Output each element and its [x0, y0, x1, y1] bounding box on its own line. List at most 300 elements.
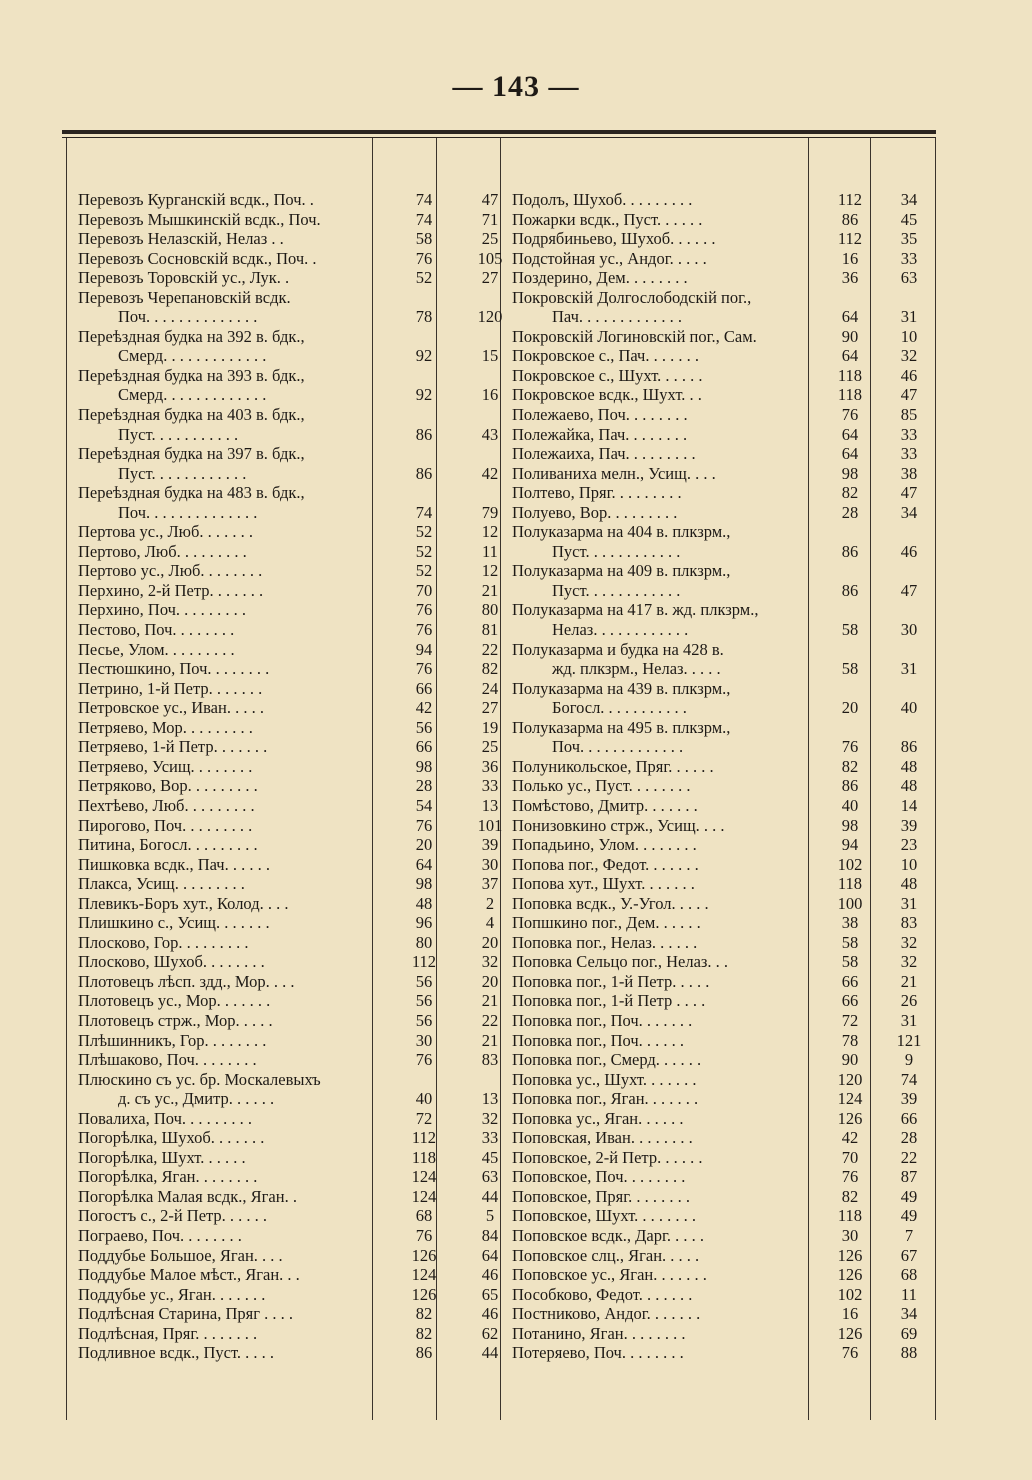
- entry-name: Пуст. . . . . . . . . . .: [118, 424, 239, 444]
- index-entry: [78, 1011, 510, 1031]
- index-entry: [512, 757, 942, 777]
- index-entry: [78, 268, 510, 288]
- entry-name: Переѣздная будка на 483 в. бдк.,: [78, 483, 305, 503]
- index-entry: [512, 1050, 942, 1070]
- entry-name: Поповское, Поч. . . . . . . .: [512, 1167, 686, 1187]
- index-entry: [78, 210, 510, 230]
- entry-number-b: 25: [481, 229, 499, 249]
- entry-number-b: 68: [900, 1265, 918, 1285]
- entry-name: Поддубье Большое, Яган. . . .: [78, 1245, 283, 1265]
- entry-number-a: 58: [841, 620, 859, 640]
- entry-number-b: 14: [900, 795, 918, 815]
- entry-number-a: 64: [841, 444, 859, 464]
- entry-number-b: 31: [900, 893, 918, 913]
- entry-number-a: 126: [411, 1284, 437, 1304]
- index-entry: [512, 1128, 942, 1148]
- entry-number-a: 92: [415, 346, 433, 366]
- entry-number-b: 33: [900, 444, 918, 464]
- index-entry: [512, 1285, 942, 1305]
- entry-number-b: 31: [900, 659, 918, 679]
- entry-number-a: 90: [841, 1050, 859, 1070]
- entry-name: Переѣздная будка на 403 в. бдк.,: [78, 405, 305, 425]
- entry-name: Подливное всдк., Пуст. . . . .: [78, 1343, 275, 1363]
- entry-number-b: 71: [481, 209, 499, 229]
- entry-number-a: 86: [841, 776, 859, 796]
- entry-number-a: 126: [837, 1245, 863, 1265]
- index-entry: [78, 1206, 510, 1226]
- entry-number-b: 45: [481, 1147, 499, 1167]
- entry-name: Перевозъ Сосновскій всдк., Поч. .: [78, 248, 317, 268]
- entry-name: Поч. . . . . . . . . . . . . .: [118, 307, 258, 327]
- entry-number-a: 98: [841, 463, 859, 483]
- entry-name: Пестюшкино, Поч. . . . . . . .: [78, 659, 270, 679]
- entry-number-a: 36: [841, 268, 859, 288]
- index-entry: [512, 464, 942, 484]
- entry-number-b: 10: [900, 854, 918, 874]
- index-entry: [78, 952, 510, 972]
- entry-number-b: 69: [900, 1323, 918, 1343]
- entry-name: Погорѣлка, Яган. . . . . . . .: [78, 1167, 258, 1187]
- index-entry: [512, 229, 942, 249]
- entry-name: Плакса, Усищ. . . . . . . . .: [78, 874, 245, 894]
- entry-number-a: 126: [837, 1323, 863, 1343]
- entry-name: Пособково, Федот. . . . . . .: [512, 1284, 693, 1304]
- entry-number-b: 80: [481, 600, 499, 620]
- entry-number-b: 46: [481, 1304, 499, 1324]
- index-entry: [512, 737, 942, 757]
- entry-number-a: 82: [415, 1304, 433, 1324]
- entry-number-b: 44: [481, 1186, 499, 1206]
- entry-number-b: 48: [900, 874, 918, 894]
- entry-name: Поповка пог., Поч. . . . . .: [512, 1030, 685, 1050]
- index-entry: [512, 542, 942, 562]
- entry-number-b: 35: [900, 229, 918, 249]
- index-entry: [78, 249, 510, 269]
- entry-name: Поповская, Иван. . . . . . . .: [512, 1128, 693, 1148]
- entry-number-a: 64: [841, 346, 859, 366]
- entry-number-a: 126: [837, 1265, 863, 1285]
- entry-number-a: 74: [415, 209, 433, 229]
- entry-name: Полежаиха, Пач. . . . . . . . .: [512, 444, 696, 464]
- entry-number-a: 94: [841, 835, 859, 855]
- entry-name: Попадьино, Улом. . . . . . . .: [512, 835, 697, 855]
- entry-name: Поздерино, Дем. . . . . . . .: [512, 268, 688, 288]
- index-entry: [78, 933, 510, 953]
- index-entry: [78, 1128, 510, 1148]
- index-entry: [78, 1265, 510, 1285]
- entry-number-a: 54: [415, 795, 433, 815]
- entry-name: Перевозъ Черепановскій всдк.: [78, 287, 291, 307]
- index-entry: [512, 307, 942, 327]
- index-entry: [78, 503, 510, 523]
- entry-number-a: 112: [411, 952, 437, 972]
- entry-number-a: 76: [415, 1050, 433, 1070]
- entry-number-a: 66: [841, 971, 859, 991]
- index-entry: [78, 1285, 510, 1305]
- index-entry: [512, 366, 942, 386]
- entry-name: Покровскій Логиновскій пог., Сам.: [512, 326, 757, 346]
- entry-name: Перевозъ Торовскій ус., Лук. .: [78, 268, 290, 288]
- index-entry: [512, 1304, 942, 1324]
- entry-number-b: 37: [481, 874, 499, 894]
- entry-name: Погорѣлка Малая всдк., Яган. .: [78, 1186, 297, 1206]
- entry-number-b: 39: [481, 835, 499, 855]
- index-entry: [512, 659, 942, 679]
- entry-name: д. съ ус., Дмитр. . . . . .: [118, 1089, 275, 1109]
- entry-number-a: 64: [841, 307, 859, 327]
- entry-number-a: 86: [415, 1343, 433, 1363]
- entry-name: Полежайка, Пач. . . . . . . .: [512, 424, 688, 444]
- index-entry: [78, 327, 510, 347]
- entry-name: Плосково, Шухоб. . . . . . . .: [78, 952, 265, 972]
- entry-name: Пограево, Поч. . . . . . . .: [78, 1225, 242, 1245]
- entry-number-a: 98: [415, 874, 433, 894]
- index-entry: [512, 249, 942, 269]
- entry-number-b: 12: [481, 561, 499, 581]
- entry-name: Поповское слц., Яган. . . . .: [512, 1245, 700, 1265]
- index-entry: [78, 991, 510, 1011]
- entry-number-a: 76: [415, 620, 433, 640]
- entry-number-b: 33: [900, 424, 918, 444]
- index-entry: [78, 405, 510, 425]
- entry-number-a: 52: [415, 268, 433, 288]
- entry-number-b: 47: [481, 190, 499, 209]
- index-entry: [78, 894, 510, 914]
- entry-number-b: 30: [481, 854, 499, 874]
- index-entry: [512, 581, 942, 601]
- index-entry: [512, 874, 942, 894]
- entry-number-a: 82: [841, 483, 859, 503]
- entry-number-b: 13: [481, 1089, 499, 1109]
- entry-number-a: 20: [415, 835, 433, 855]
- entry-number-a: 28: [841, 502, 859, 522]
- entry-number-b: 39: [900, 1089, 918, 1109]
- entry-name: Песье, Улом. . . . . . . . .: [78, 639, 235, 659]
- index-entry: [512, 346, 942, 366]
- index-entry: [78, 698, 510, 718]
- index-entry: [512, 972, 942, 992]
- entry-number-a: 20: [841, 698, 859, 718]
- entry-name: Поповка пог., Смерд. . . . . .: [512, 1050, 702, 1070]
- entry-number-b: 31: [900, 1010, 918, 1030]
- index-entry: [78, 1148, 510, 1168]
- entry-number-b: 46: [481, 1265, 499, 1285]
- entry-name: Попова пог., Федот. . . . . . .: [512, 854, 699, 874]
- entry-number-a: 28: [415, 776, 433, 796]
- index-entry: [78, 522, 510, 542]
- entry-number-b: 33: [481, 776, 499, 796]
- entry-name: Поддубье Малое мѣст., Яган. . .: [78, 1265, 300, 1285]
- entry-name: Попшкино пог., Дем. . . . . .: [512, 913, 701, 933]
- entry-name: Погорѣлка, Шухт. . . . . .: [78, 1147, 246, 1167]
- entry-number-a: 124: [837, 1089, 863, 1109]
- entry-name: Плотовецъ ус., Мор. . . . . . .: [78, 991, 271, 1011]
- entry-name: Поповка всдк., У.-Угол. . . . .: [512, 893, 709, 913]
- index-entry: [512, 1324, 942, 1344]
- entry-number-b: 47: [900, 385, 918, 405]
- entry-number-b: 11: [901, 1284, 917, 1304]
- index-entry: [78, 1304, 510, 1324]
- index-entry: [512, 816, 942, 836]
- entry-name: Перевозъ Курганскій всдк., Поч. .: [78, 190, 314, 209]
- entry-number-b: 40: [900, 698, 918, 718]
- index-entry: [78, 620, 510, 640]
- entry-name: Нелаз. . . . . . . . . . . .: [552, 620, 689, 640]
- entry-number-b: 48: [900, 776, 918, 796]
- entry-number-b: 4: [485, 913, 495, 933]
- entry-number-b: 101: [477, 815, 503, 835]
- entry-number-b: 21: [481, 580, 499, 600]
- index-entry: [78, 1187, 510, 1207]
- entry-number-b: 66: [900, 1108, 918, 1128]
- entry-number-a: 58: [841, 659, 859, 679]
- entry-number-a: 118: [837, 385, 863, 405]
- entry-number-b: 79: [481, 502, 499, 522]
- index-entry: [512, 483, 942, 503]
- entry-number-a: 16: [841, 1304, 859, 1324]
- entry-name: Поддубье ус., Яган. . . . . . .: [78, 1284, 266, 1304]
- index-entry: [512, 1011, 942, 1031]
- entry-number-b: 25: [481, 737, 499, 757]
- entry-number-b: 48: [900, 756, 918, 776]
- entry-name: Поповское, Пряг. . . . . . . .: [512, 1186, 691, 1206]
- entry-number-b: 12: [481, 522, 499, 542]
- entry-name: Пожарки всдк., Пуст. . . . . .: [512, 209, 703, 229]
- index-entry: [512, 620, 942, 640]
- entry-number-b: 32: [900, 932, 918, 952]
- index-entry: [78, 972, 510, 992]
- left-index-column: [78, 190, 510, 1363]
- index-entry: [78, 366, 510, 386]
- index-entry: [512, 835, 942, 855]
- entry-name: Постниково, Андог. . . . . . .: [512, 1304, 701, 1324]
- entry-number-a: 52: [415, 522, 433, 542]
- entry-name: Плевикъ-Боръ хут., Колод. . . .: [78, 893, 289, 913]
- entry-name: Потеряево, Поч. . . . . . . .: [512, 1343, 684, 1363]
- index-entry: [512, 796, 942, 816]
- entry-name: Пач. . . . . . . . . . . . .: [552, 307, 683, 327]
- entry-number-a: 124: [411, 1186, 437, 1206]
- entry-number-a: 58: [841, 952, 859, 972]
- entry-number-a: 76: [415, 1225, 433, 1245]
- index-entry: [512, 561, 942, 581]
- entry-number-a: 56: [415, 971, 433, 991]
- entry-number-a: 74: [415, 502, 433, 522]
- entry-number-b: 88: [900, 1343, 918, 1363]
- entry-number-b: 33: [481, 1128, 499, 1148]
- entry-name: Петряково, Вор. . . . . . . . .: [78, 776, 258, 796]
- entry-number-b: 22: [900, 1147, 918, 1167]
- entry-number-a: 76: [415, 815, 433, 835]
- entry-number-b: 43: [481, 424, 499, 444]
- entry-name: Пертова ус., Люб. . . . . . .: [78, 522, 254, 542]
- index-entry: [78, 1031, 510, 1051]
- index-entry: [78, 190, 510, 210]
- index-entry: [78, 1109, 510, 1129]
- entry-number-b: 20: [481, 971, 499, 991]
- entry-number-a: 40: [841, 795, 859, 815]
- entry-name: Полуказарма на 495 в. плкзрм.,: [512, 717, 731, 737]
- entry-number-b: 30: [900, 620, 918, 640]
- entry-number-b: 105: [477, 248, 503, 268]
- entry-number-b: 82: [481, 659, 499, 679]
- index-entry: [512, 444, 942, 464]
- entry-number-b: 74: [900, 1069, 918, 1089]
- entry-number-b: 44: [481, 1343, 499, 1363]
- entry-number-a: 30: [841, 1225, 859, 1245]
- entry-name: Полуказарма на 417 в. жд. плкзрм.,: [512, 600, 759, 620]
- entry-number-a: 76: [415, 600, 433, 620]
- entry-number-b: 26: [900, 991, 918, 1011]
- entry-number-b: 19: [481, 717, 499, 737]
- index-entry: [512, 1070, 942, 1090]
- entry-number-a: 82: [841, 1186, 859, 1206]
- entry-number-a: 76: [841, 405, 859, 425]
- entry-number-a: 76: [841, 1343, 859, 1363]
- index-entry: [512, 425, 942, 445]
- index-entry: [78, 679, 510, 699]
- index-entry: [512, 933, 942, 953]
- index-entry: [512, 1265, 942, 1285]
- entry-number-a: 112: [837, 190, 863, 209]
- entry-number-b: 67: [900, 1245, 918, 1265]
- index-entry: [512, 190, 942, 210]
- index-entry: [78, 1343, 510, 1363]
- entry-number-a: 64: [841, 424, 859, 444]
- entry-number-a: 124: [411, 1265, 437, 1285]
- entry-name: Плосково, Гор. . . . . . . . .: [78, 932, 249, 952]
- entry-number-b: 21: [900, 971, 918, 991]
- entry-number-a: 74: [415, 190, 433, 209]
- entry-name: Полуникольское, Пряг. . . . . .: [512, 756, 714, 776]
- entry-number-a: 42: [415, 698, 433, 718]
- entry-name: Пертово ус., Люб. . . . . . . .: [78, 561, 263, 581]
- entry-name: Поповское ус., Яган. . . . . . .: [512, 1265, 707, 1285]
- entry-name: жд. плкзрм., Нелаз. . . . .: [552, 659, 721, 679]
- index-entry: [78, 855, 510, 875]
- entry-number-a: 118: [837, 874, 863, 894]
- entry-name: Перевозъ Нелазскій, Нелаз . .: [78, 229, 284, 249]
- entry-number-b: 63: [481, 1167, 499, 1187]
- entry-number-a: 16: [841, 248, 859, 268]
- entry-name: Петряево, Мор. . . . . . . . .: [78, 717, 253, 737]
- index-entry: [78, 757, 510, 777]
- entry-number-a: 126: [837, 1108, 863, 1128]
- entry-number-b: 49: [900, 1206, 918, 1226]
- entry-number-a: 76: [841, 737, 859, 757]
- entry-name: Переѣздная будка на 397 в. бдк.,: [78, 444, 305, 464]
- index-entry: [512, 913, 942, 933]
- index-entry: [512, 288, 942, 308]
- entry-number-b: 10: [900, 326, 918, 346]
- entry-number-b: 84: [481, 1225, 499, 1245]
- index-entry: [512, 210, 942, 230]
- entry-number-a: 92: [415, 385, 433, 405]
- entry-number-a: 70: [841, 1147, 859, 1167]
- index-entry: [512, 640, 942, 660]
- entry-name: Поповское, Шухт. . . . . . . .: [512, 1206, 697, 1226]
- index-entry: [78, 600, 510, 620]
- entry-number-b: 21: [481, 991, 499, 1011]
- index-entry: [78, 1167, 510, 1187]
- entry-number-a: 94: [415, 639, 433, 659]
- entry-name: Подрябиньево, Шухоб. . . . . .: [512, 229, 716, 249]
- entry-number-b: 83: [481, 1050, 499, 1070]
- entry-name: Полуево, Вор. . . . . . . . .: [512, 502, 678, 522]
- index-entry: [512, 503, 942, 523]
- index-entry: [78, 1324, 510, 1344]
- index-entry: [78, 659, 510, 679]
- entry-number-b: 34: [900, 1304, 918, 1324]
- entry-number-a: 112: [837, 229, 863, 249]
- entry-name: Перхино, Поч. . . . . . . . .: [78, 600, 247, 620]
- entry-name: Поч. . . . . . . . . . . . .: [552, 737, 684, 757]
- entry-number-b: 32: [900, 952, 918, 972]
- entry-number-b: 31: [900, 307, 918, 327]
- entry-name: Пирогово, Поч. . . . . . . . .: [78, 815, 253, 835]
- index-entry: [78, 542, 510, 562]
- entry-number-a: 80: [415, 932, 433, 952]
- entry-number-b: 39: [900, 815, 918, 835]
- index-entry: [512, 522, 942, 542]
- index-entry: [78, 425, 510, 445]
- index-entry: [78, 1246, 510, 1266]
- entry-number-a: 82: [841, 756, 859, 776]
- entry-number-b: 32: [900, 346, 918, 366]
- entry-number-a: 96: [415, 913, 433, 933]
- entry-number-b: 16: [481, 385, 499, 405]
- entry-name: Перхино, 2-й Петр. . . . . . .: [78, 580, 264, 600]
- index-entry: [78, 346, 510, 366]
- entry-number-a: 66: [841, 991, 859, 1011]
- entry-number-b: 83: [900, 913, 918, 933]
- entry-number-b: 87: [900, 1167, 918, 1187]
- index-entry: [512, 1109, 942, 1129]
- entry-number-a: 76: [415, 248, 433, 268]
- entry-number-b: 23: [900, 835, 918, 855]
- header-rule-thick: [62, 130, 936, 134]
- entry-name: Пехтѣево, Люб. . . . . . . . .: [78, 795, 255, 815]
- entry-name: Подстойная ус., Андог. . . . .: [512, 248, 707, 268]
- right-index-column: [512, 190, 942, 1363]
- index-entry: [512, 327, 942, 347]
- entry-number-a: 86: [841, 209, 859, 229]
- index-entry: [78, 1089, 510, 1109]
- entry-number-b: 46: [900, 365, 918, 385]
- entry-number-a: 58: [841, 932, 859, 952]
- entry-name: Петрино, 1-й Петр. . . . . . .: [78, 678, 263, 698]
- entry-number-b: 49: [900, 1186, 918, 1206]
- entry-number-b: 21: [481, 1030, 499, 1050]
- index-entry: [78, 1050, 510, 1070]
- entry-name: Плѣшаково, Поч. . . . . . . .: [78, 1050, 257, 1070]
- index-entry: [78, 874, 510, 894]
- index-entry: [78, 1070, 510, 1090]
- entry-name: Полуказарма и будка на 428 в.: [512, 639, 724, 659]
- index-entry: [512, 718, 942, 738]
- entry-name: Полтево, Пряг. . . . . . . . .: [512, 483, 682, 503]
- entry-number-b: 13: [481, 795, 499, 815]
- index-entry: [512, 776, 942, 796]
- index-entry: [512, 1246, 942, 1266]
- entry-number-a: 72: [841, 1010, 859, 1030]
- entry-number-a: 98: [841, 815, 859, 835]
- entry-name: Смерд. . . . . . . . . . . . .: [118, 385, 267, 405]
- entry-number-b: 32: [481, 952, 499, 972]
- index-entry: [78, 561, 510, 581]
- entry-number-a: 118: [837, 365, 863, 385]
- entry-name: Переѣздная будка на 393 в. бдк.,: [78, 365, 305, 385]
